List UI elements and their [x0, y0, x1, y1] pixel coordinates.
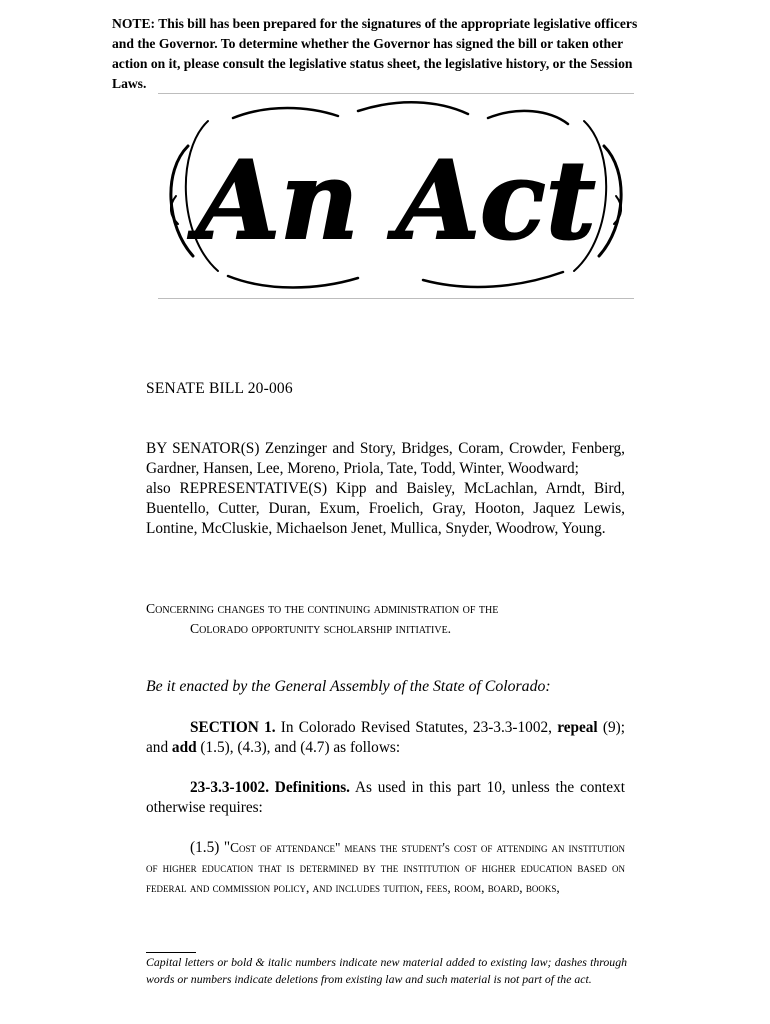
seal-lettering: An Act: [196, 138, 596, 264]
section-1: [146, 718, 625, 758]
cost-of-attendance-number: (1.5) ": [190, 839, 231, 856]
section-1-text-b: (9); and: [146, 719, 626, 756]
senate-sponsors: BY SENATOR(S) Zenzinger and Story, Bridges, Coram, Crowder, Fenberg, Gardner, Hansen, Lee, Moreno, Priola, Tate, Todd, Winter, Woodward;: [146, 440, 625, 477]
section-1-repeal: repeal: [557, 719, 598, 736]
cost-of-attendance-text: Cost of attendance" means the student's cost of attending an institution of higher education that is determined by the institution of higher education based on federal and commission policy, and includes tuition, fees, room, board, books,: [146, 840, 625, 895]
seal-bottom-rule: [158, 298, 634, 299]
footnote: Capital letters or bold & italic numbers indicate new material added to existing law; dashes through words or numbers indicate deletions from existing law and such material is not part of the act.: [146, 955, 627, 986]
definitions-text: As used in this part 10, unless the context otherwise requires:: [146, 779, 625, 816]
definitions-heading: 23-3.3-1002. Definitions.: [190, 779, 351, 796]
an-act-seal: [158, 96, 634, 296]
house-sponsors: also REPRESENTATIVE(S) Kipp and Baisley, McLachlan, Arndt, Bird, Buentello, Cutter, Duran, Exum, Froelich, Gray, Hooton, Jaquez Lewis, Lontine, McCluskie, Michaelson Jenet, Mullica, Snyder, Woodrow, Young.: [146, 480, 625, 537]
definitions-paragraph: [146, 778, 625, 818]
bill-title-line-2: Colorado opportunity scholarship initiative.: [190, 621, 452, 636]
cost-of-attendance-paragraph: [146, 838, 625, 898]
bill-title: [146, 599, 625, 639]
footnote-rule: [146, 952, 196, 953]
signature-note: NOTE: This bill has been prepared for the signatures of the appropriate legislative officers and the Governor. To determine whether the Governor has signed the bill or taken other action on it, please consult the legislative status sheet, the legislative history, or the Session Laws.: [112, 16, 638, 91]
enacting-clause: Be it enacted by the General Assembly of the State of Colorado:: [146, 678, 551, 695]
section-1-text-a: In Colorado Revised Statutes, 23-3.3-1002,: [275, 719, 558, 736]
sponsors-block: [146, 439, 625, 539]
section-1-add: add: [171, 739, 197, 756]
section-1-text-c: (1.5), (4.3), and (4.7) as follows:: [196, 739, 401, 756]
bill-number: SENATE BILL 20-006: [146, 380, 293, 397]
seal-top-rule: [158, 93, 634, 94]
section-1-heading: SECTION 1.: [190, 719, 276, 736]
bill-title-line-1: Concerning changes to the continuing administration of the: [146, 601, 499, 616]
